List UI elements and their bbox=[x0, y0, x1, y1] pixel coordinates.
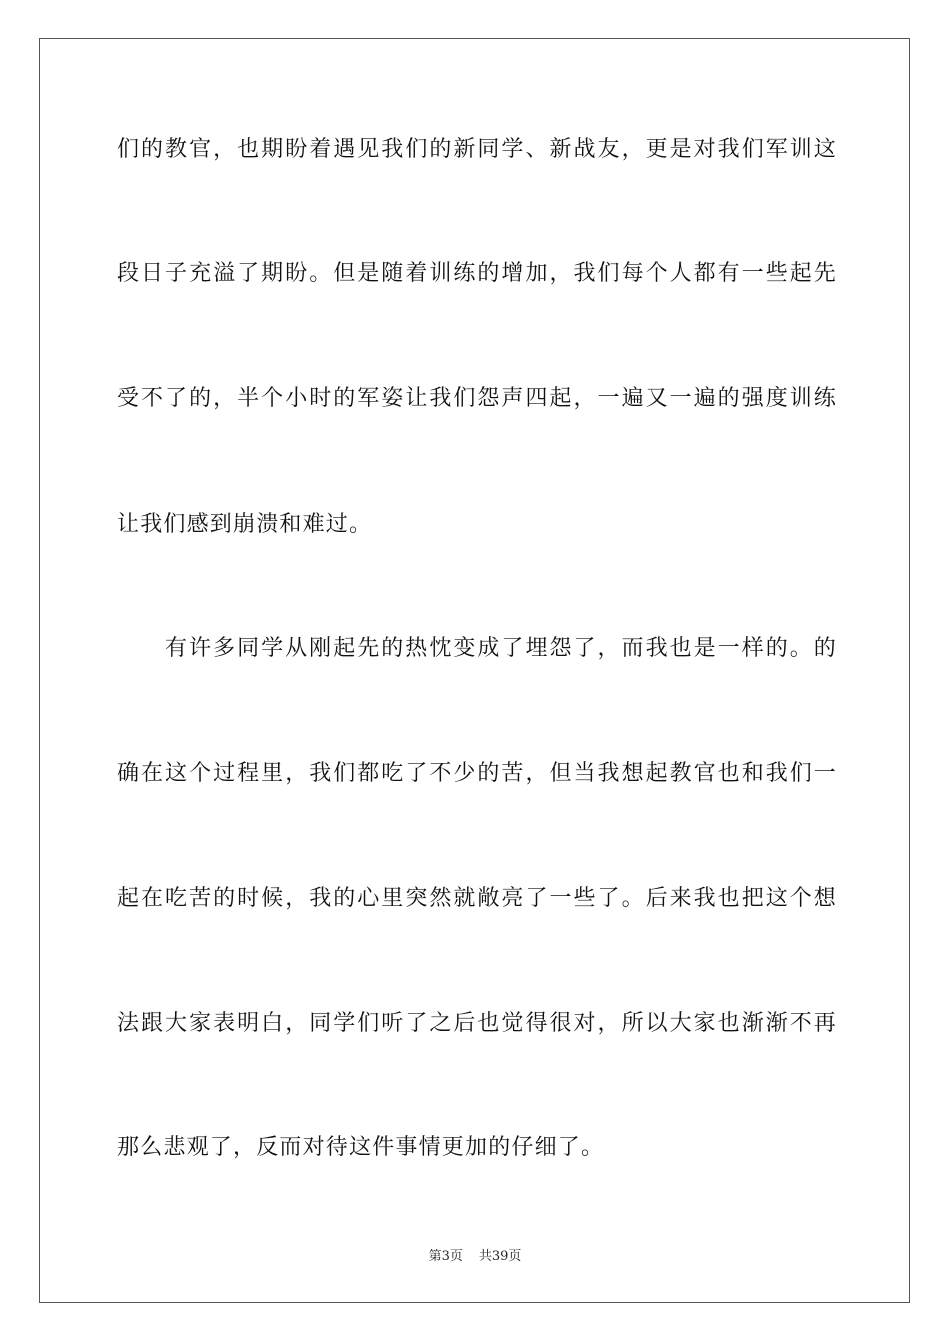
text-line-6: 确在这个过程里，我们都吃了不少的苦，但当我想起教官也和我们一 bbox=[117, 761, 837, 786]
text-line-7: 起在吃苦的时候，我的心里突然就敞亮了一些了。后来我也把这个想 bbox=[117, 886, 837, 911]
text-line-2: 段日子充溢了期盼。但是随着训练的增加，我们每个人都有一些起先 bbox=[117, 261, 837, 286]
page-total: 共39页 bbox=[478, 1249, 522, 1264]
text-line-8: 法跟大家表明白，同学们听了之后也觉得很对，所以大家也渐渐不再 bbox=[117, 1011, 837, 1036]
page-number: 第3页 bbox=[428, 1249, 463, 1264]
text-line-3: 受不了的，半个小时的军姿让我们怨声四起，一遍又一遍的强度训练 bbox=[117, 386, 837, 411]
text-line-5: 有许多同学从刚起先的热忱变成了埋怨了，而我也是一样的。的 bbox=[165, 636, 837, 661]
page-frame bbox=[39, 38, 910, 1303]
text-line-1: 们的教官，也期盼着遇见我们的新同学、新战友，更是对我们军训这 bbox=[117, 137, 837, 162]
page-footer bbox=[0, 1249, 950, 1265]
text-line-9: 那么悲观了，反而对待这件事情更加的仔细了。 bbox=[117, 1135, 605, 1160]
text-line-4: 让我们感到崩溃和难过。 bbox=[117, 512, 373, 537]
